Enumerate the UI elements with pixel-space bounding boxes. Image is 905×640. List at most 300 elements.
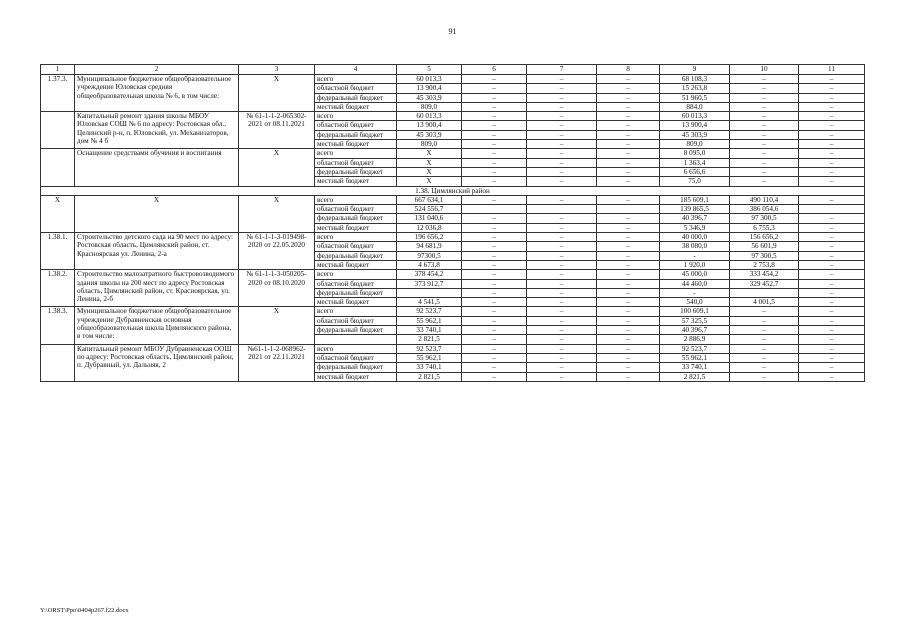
value-cell: – bbox=[527, 298, 597, 307]
value-cell: 33 740,1 bbox=[660, 363, 730, 372]
table-row bbox=[41, 307, 865, 316]
item-number bbox=[41, 344, 75, 381]
column-header: 8 bbox=[597, 65, 660, 75]
value-cell: – bbox=[597, 214, 660, 223]
value-cell: – bbox=[527, 121, 597, 130]
value-cell: – bbox=[799, 279, 865, 288]
value-cell: 13 900,4 bbox=[397, 84, 462, 93]
value-cell: – bbox=[527, 316, 597, 325]
value-cell: – bbox=[462, 102, 527, 111]
value-cell: – bbox=[462, 279, 527, 288]
value-cell: – bbox=[527, 372, 597, 381]
value-cell: – bbox=[799, 158, 865, 167]
value-cell: 809,0 bbox=[660, 140, 730, 149]
value-cell: – bbox=[462, 270, 527, 279]
budget-source: областной бюджет bbox=[315, 242, 397, 251]
value-cell: 51 960,5 bbox=[660, 93, 730, 102]
column-header: 5 bbox=[397, 65, 462, 75]
value-cell: X bbox=[397, 177, 462, 186]
value-cell: – bbox=[527, 279, 597, 288]
value-cell: – bbox=[799, 149, 865, 158]
value-cell: – bbox=[527, 140, 597, 149]
value-cell: 92 523,7 bbox=[397, 307, 462, 316]
value-cell: – bbox=[799, 214, 865, 223]
value-cell bbox=[597, 205, 660, 214]
value-cell: – bbox=[799, 344, 865, 353]
value-cell: – bbox=[799, 326, 865, 335]
value-cell: 333 454,2 bbox=[730, 270, 799, 279]
value-cell: – bbox=[462, 149, 527, 158]
value-cell: – bbox=[597, 102, 660, 111]
budget-source: местный бюджет bbox=[315, 140, 397, 149]
value-cell: – bbox=[462, 112, 527, 121]
budget-source: всего bbox=[315, 75, 397, 84]
value-cell: – bbox=[597, 363, 660, 372]
column-header: 6 bbox=[462, 65, 527, 75]
value-cell: – bbox=[527, 112, 597, 121]
value-cell: – bbox=[527, 363, 597, 372]
value-cell: 884,0 bbox=[660, 102, 730, 111]
value-cell: – bbox=[799, 307, 865, 316]
value-cell: – bbox=[527, 84, 597, 93]
value-cell: – bbox=[462, 158, 527, 167]
value-cell: – bbox=[462, 353, 527, 362]
item-name: Строительство детского сада на 90 мест по адресу: Ростовская область, Цимлянский район, ст. Красноярская ул. Ленина, 2-а bbox=[75, 233, 239, 270]
section-row bbox=[41, 186, 865, 195]
value-cell: – bbox=[799, 260, 865, 269]
value-cell: – bbox=[527, 130, 597, 139]
value-cell: – bbox=[527, 195, 597, 204]
value-cell: – bbox=[527, 93, 597, 102]
value-cell: – bbox=[730, 167, 799, 176]
value-cell: – bbox=[799, 251, 865, 260]
value-cell: 44 460,0 bbox=[660, 279, 730, 288]
value-cell: – bbox=[597, 112, 660, 121]
value-cell: 60 013,3 bbox=[397, 112, 462, 121]
value-cell: – bbox=[730, 344, 799, 353]
value-cell: 40 396,7 bbox=[660, 326, 730, 335]
value-cell: – bbox=[527, 242, 597, 251]
value-cell: 97 300,5 bbox=[730, 214, 799, 223]
item-document: № 61-1-1-2-065302-2021 от 08.11.2021 bbox=[239, 112, 315, 149]
value-cell: – bbox=[527, 214, 597, 223]
value-cell: 57 325,5 bbox=[660, 316, 730, 325]
section-title: 1.38. Цимлянский район bbox=[41, 186, 865, 195]
item-number: 1.38.1. bbox=[41, 233, 75, 270]
budget-source: федеральный бюджет bbox=[315, 167, 397, 176]
value-cell: – bbox=[597, 335, 660, 344]
value-cell: 100 609,1 bbox=[660, 307, 730, 316]
item-name: Муниципальное бюджетное общеобразовательное учреждение Дубравненская основная общеобразовательная школа Цимлянского района, в том числе: bbox=[75, 307, 239, 344]
value-cell: – bbox=[730, 149, 799, 158]
value-cell: – bbox=[597, 121, 660, 130]
budget-source: областной бюджет bbox=[315, 84, 397, 93]
value-cell: 8 095,0 bbox=[660, 149, 730, 158]
value-cell: 97300,5 bbox=[397, 251, 462, 260]
value-cell: – bbox=[597, 177, 660, 186]
value-cell: – bbox=[730, 75, 799, 84]
column-header: 10 bbox=[730, 65, 799, 75]
value-cell: – bbox=[730, 130, 799, 139]
value-cell: – bbox=[730, 177, 799, 186]
item-name: Капитальный ремонт здания школы МБОУ Юловская СОШ № 6 по адресу: Ростовская обл., Целинский р-н, п. Юловский, ул. Механизаторов, дом № 4 б bbox=[75, 112, 239, 149]
value-cell: – bbox=[799, 84, 865, 93]
value-cell: 75,0 bbox=[660, 177, 730, 186]
value-cell: – bbox=[730, 84, 799, 93]
value-cell: – bbox=[527, 260, 597, 269]
value-cell: 15 263,8 bbox=[660, 84, 730, 93]
value-cell: – bbox=[799, 140, 865, 149]
item-document: №61-1-1-2-068962-2021 от 22.11.2021 bbox=[239, 344, 315, 381]
value-cell: 97 300,5 bbox=[730, 251, 799, 260]
value-cell: 40 396,7 bbox=[660, 214, 730, 223]
value-cell: 2 821,5 bbox=[660, 372, 730, 381]
value-cell: 45 000,0 bbox=[660, 270, 730, 279]
item-document: X bbox=[239, 195, 315, 232]
budget-source: местный бюджет bbox=[315, 223, 397, 232]
value-cell: 378 454,2 bbox=[397, 270, 462, 279]
value-cell: – bbox=[730, 372, 799, 381]
item-document: X bbox=[239, 307, 315, 344]
value-cell: 2 821,5 bbox=[397, 372, 462, 381]
value-cell: – bbox=[462, 195, 527, 204]
value-cell: – bbox=[597, 195, 660, 204]
value-cell: – bbox=[527, 223, 597, 232]
value-cell bbox=[799, 205, 865, 214]
budget-source: всего bbox=[315, 195, 397, 204]
value-cell: – bbox=[462, 307, 527, 316]
value-cell: – bbox=[730, 140, 799, 149]
budget-source: местный бюджет bbox=[315, 260, 397, 269]
budget-source: федеральный бюджет bbox=[315, 288, 397, 297]
table-row bbox=[41, 195, 865, 204]
column-header: 2 bbox=[75, 65, 239, 75]
value-cell: – bbox=[527, 326, 597, 335]
value-cell: – bbox=[730, 121, 799, 130]
value-cell: 2 821,5 bbox=[397, 335, 462, 344]
item-number: 1.38.2. bbox=[41, 270, 75, 307]
value-cell: – bbox=[462, 260, 527, 269]
value-cell: – bbox=[462, 177, 527, 186]
budget-source: местный бюджет bbox=[315, 102, 397, 111]
value-cell: 13 900,4 bbox=[397, 121, 462, 130]
value-cell: – bbox=[597, 158, 660, 167]
value-cell: X bbox=[397, 158, 462, 167]
budget-source: всего bbox=[315, 233, 397, 242]
budget-source: местный бюджет bbox=[315, 372, 397, 381]
value-cell: – bbox=[799, 270, 865, 279]
budget-source: областной бюджет bbox=[315, 158, 397, 167]
budget-source bbox=[315, 335, 397, 344]
budget-source: всего bbox=[315, 307, 397, 316]
value-cell: – bbox=[597, 223, 660, 232]
value-cell: – bbox=[597, 279, 660, 288]
value-cell: 55 962,1 bbox=[397, 316, 462, 325]
value-cell: – bbox=[597, 140, 660, 149]
table-row bbox=[41, 270, 865, 279]
value-cell: 809,0 bbox=[397, 102, 462, 111]
value-cell: – bbox=[597, 288, 660, 297]
value-cell: – bbox=[730, 335, 799, 344]
value-cell: 92 523,7 bbox=[397, 344, 462, 353]
value-cell: – bbox=[527, 167, 597, 176]
value-cell: 55 962,1 bbox=[660, 353, 730, 362]
value-cell: 45 303,9 bbox=[397, 130, 462, 139]
value-cell: 4 001,5 bbox=[730, 298, 799, 307]
value-cell: – bbox=[462, 223, 527, 232]
value-cell: 2 753,8 bbox=[730, 260, 799, 269]
budget-source: федеральный бюджет bbox=[315, 251, 397, 260]
value-cell: 60 013,3 bbox=[660, 112, 730, 121]
value-cell: - bbox=[660, 251, 730, 260]
value-cell: – bbox=[799, 335, 865, 344]
value-cell: – bbox=[527, 233, 597, 242]
value-cell: – bbox=[730, 158, 799, 167]
value-cell: – bbox=[597, 307, 660, 316]
value-cell: – bbox=[597, 242, 660, 251]
value-cell: – bbox=[462, 372, 527, 381]
value-cell: – bbox=[597, 316, 660, 325]
value-cell: – bbox=[799, 93, 865, 102]
value-cell: – bbox=[462, 363, 527, 372]
budget-source: всего bbox=[315, 270, 397, 279]
budget-table bbox=[40, 64, 865, 382]
value-cell: – bbox=[462, 121, 527, 130]
value-cell: – bbox=[730, 102, 799, 111]
value-cell: 68 108,3 bbox=[660, 75, 730, 84]
value-cell: 94 681,9 bbox=[397, 242, 462, 251]
value-cell: – bbox=[799, 130, 865, 139]
value-cell: – bbox=[462, 344, 527, 353]
column-header: 3 bbox=[239, 65, 315, 75]
column-header: 4 bbox=[315, 65, 397, 75]
value-cell: 13 900,4 bbox=[660, 121, 730, 130]
table-row bbox=[41, 112, 865, 121]
value-cell: – bbox=[597, 149, 660, 158]
budget-source: областной бюджет bbox=[315, 121, 397, 130]
value-cell: – bbox=[462, 316, 527, 325]
value-cell: – bbox=[597, 260, 660, 269]
value-cell: 38 080,0 bbox=[660, 242, 730, 251]
value-cell: – bbox=[462, 335, 527, 344]
value-cell: – bbox=[462, 75, 527, 84]
value-cell: – bbox=[527, 270, 597, 279]
value-cell: 524 556,7 bbox=[397, 205, 462, 214]
value-cell: – bbox=[527, 251, 597, 260]
value-cell: 45 303,9 bbox=[397, 93, 462, 102]
value-cell: 1 920,0 bbox=[660, 260, 730, 269]
value-cell: – bbox=[527, 344, 597, 353]
item-number bbox=[41, 149, 75, 186]
value-cell: – bbox=[462, 288, 527, 297]
item-number bbox=[41, 112, 75, 149]
value-cell: 5 346,9 bbox=[660, 223, 730, 232]
value-cell: – bbox=[597, 326, 660, 335]
item-number: 1.38.3. bbox=[41, 307, 75, 344]
budget-source: всего bbox=[315, 112, 397, 121]
budget-source: федеральный бюджет bbox=[315, 93, 397, 102]
table-row bbox=[41, 233, 865, 242]
value-cell: 185 609,1 bbox=[660, 195, 730, 204]
value-cell bbox=[730, 288, 799, 297]
value-cell: 4 673,8 bbox=[397, 260, 462, 269]
value-cell: – bbox=[527, 288, 597, 297]
table-row bbox=[41, 75, 865, 84]
value-cell: – bbox=[597, 298, 660, 307]
value-cell: – bbox=[799, 223, 865, 232]
value-cell: – bbox=[462, 251, 527, 260]
budget-source: местный бюджет bbox=[315, 298, 397, 307]
value-cell: 12 036,8 bbox=[397, 223, 462, 232]
value-cell: 139 865,5 bbox=[660, 205, 730, 214]
value-cell: – bbox=[462, 233, 527, 242]
value-cell: 92 523,7 bbox=[660, 344, 730, 353]
value-cell: – bbox=[527, 75, 597, 84]
value-cell: 2 886,9 bbox=[660, 335, 730, 344]
value-cell: – bbox=[527, 149, 597, 158]
value-cell: 55 962,1 bbox=[397, 353, 462, 362]
value-cell: – bbox=[527, 177, 597, 186]
table-row bbox=[41, 344, 865, 353]
item-name: Строительство малозатратного быстровозводимого здания школы на 200 мест по адресу Ростовская область, Цимлянский район, ст. Красноярская, ул. Ленина, 2-б bbox=[75, 270, 239, 307]
value-cell: – bbox=[597, 353, 660, 362]
item-number: 1.37.3. bbox=[41, 75, 75, 112]
value-cell: – bbox=[799, 242, 865, 251]
value-cell: – bbox=[462, 298, 527, 307]
value-cell: – bbox=[597, 251, 660, 260]
value-cell: – bbox=[799, 316, 865, 325]
column-header: 11 bbox=[799, 65, 865, 75]
header-row bbox=[41, 65, 865, 75]
value-cell: 131 040,6 bbox=[397, 214, 462, 223]
column-header: 9 bbox=[660, 65, 730, 75]
item-name: Муниципальное бюджетное общеобразовательное учреждение Юловская средняя общеобразовательная школа № 6, в том числе: bbox=[75, 75, 239, 112]
value-cell: – bbox=[597, 75, 660, 84]
budget-source: областной бюджет bbox=[315, 353, 397, 362]
column-header: 7 bbox=[527, 65, 597, 75]
value-cell: – bbox=[527, 353, 597, 362]
value-cell: – bbox=[730, 326, 799, 335]
value-cell: – bbox=[462, 167, 527, 176]
value-cell: 386 054,6 bbox=[730, 205, 799, 214]
value-cell: – bbox=[597, 84, 660, 93]
value-cell: – bbox=[799, 363, 865, 372]
value-cell: – bbox=[730, 353, 799, 362]
value-cell: – bbox=[462, 93, 527, 102]
value-cell: – bbox=[527, 158, 597, 167]
value-cell: – bbox=[799, 195, 865, 204]
item-number: X bbox=[41, 195, 75, 232]
budget-source: федеральный бюджет bbox=[315, 214, 397, 223]
value-cell: – bbox=[799, 233, 865, 242]
value-cell: 540,0 bbox=[660, 298, 730, 307]
value-cell: – bbox=[527, 335, 597, 344]
value-cell: 33 740,1 bbox=[397, 326, 462, 335]
item-name: Капитальный ремонт МБОУ Дубравненская ООШ по адресу: Ростовская область, Цимлянский район, п. Дубравный, ул. Дальняя, 2 bbox=[75, 344, 239, 381]
value-cell: – bbox=[799, 121, 865, 130]
value-cell: X bbox=[397, 149, 462, 158]
budget-source: областной бюджет bbox=[315, 316, 397, 325]
value-cell: 45 303,9 bbox=[660, 130, 730, 139]
value-cell bbox=[527, 205, 597, 214]
value-cell: X bbox=[397, 167, 462, 176]
value-cell: 667 634,1 bbox=[397, 195, 462, 204]
budget-source: федеральный бюджет bbox=[315, 363, 397, 372]
value-cell bbox=[397, 288, 462, 297]
value-cell bbox=[462, 205, 527, 214]
value-cell: 809,0 bbox=[397, 140, 462, 149]
value-cell: – bbox=[730, 93, 799, 102]
column-header: 1 bbox=[41, 65, 75, 75]
value-cell: – bbox=[799, 112, 865, 121]
value-cell: – bbox=[527, 102, 597, 111]
value-cell: – bbox=[597, 130, 660, 139]
value-cell: – bbox=[462, 130, 527, 139]
value-cell: – bbox=[597, 270, 660, 279]
value-cell: – bbox=[462, 214, 527, 223]
value-cell: – bbox=[730, 363, 799, 372]
item-document: X bbox=[239, 149, 315, 186]
item-document: X bbox=[239, 75, 315, 112]
item-document: № 61-1-1-3-050205-2020 от 08.10.2020 bbox=[239, 270, 315, 307]
value-cell: 60 013,3 bbox=[397, 75, 462, 84]
budget-source: областной бюджет bbox=[315, 205, 397, 214]
value-cell: – bbox=[799, 75, 865, 84]
value-cell: 156 656,2 bbox=[730, 233, 799, 242]
budget-source: местный бюджет bbox=[315, 177, 397, 186]
item-document: № 61-1-1-3-019498-2020 от 22.05.2020 bbox=[239, 233, 315, 270]
value-cell: 329 452,7 bbox=[730, 279, 799, 288]
value-cell: 6 755,3 bbox=[730, 223, 799, 232]
value-cell: – bbox=[597, 344, 660, 353]
value-cell: – bbox=[597, 372, 660, 381]
value-cell: 4 541,5 bbox=[397, 298, 462, 307]
value-cell: – bbox=[730, 307, 799, 316]
budget-source: всего bbox=[315, 149, 397, 158]
value-cell: 490 110,4 bbox=[730, 195, 799, 204]
value-cell: – bbox=[799, 298, 865, 307]
value-cell: – bbox=[799, 288, 865, 297]
value-cell: – bbox=[799, 167, 865, 176]
value-cell: – bbox=[597, 167, 660, 176]
value-cell: 56 601,9 bbox=[730, 242, 799, 251]
table-row bbox=[41, 149, 865, 158]
value-cell: 196 656,2 bbox=[397, 233, 462, 242]
value-cell: 33 740,1 bbox=[397, 363, 462, 372]
item-name: Оснащение средствами обучения и воспитания bbox=[75, 149, 239, 186]
page-number: 91 bbox=[448, 27, 457, 36]
item-name: X bbox=[75, 195, 239, 232]
value-cell: – bbox=[462, 140, 527, 149]
value-cell: – bbox=[730, 112, 799, 121]
value-cell: – bbox=[799, 353, 865, 362]
value-cell: 40 000,0 bbox=[660, 233, 730, 242]
value-cell: 1 363,4 bbox=[660, 158, 730, 167]
value-cell: - bbox=[660, 288, 730, 297]
value-cell: – bbox=[799, 372, 865, 381]
value-cell: 373 912,7 bbox=[397, 279, 462, 288]
value-cell: – bbox=[462, 242, 527, 251]
value-cell: – bbox=[527, 307, 597, 316]
value-cell: – bbox=[597, 93, 660, 102]
value-cell: – bbox=[462, 326, 527, 335]
value-cell: – bbox=[462, 84, 527, 93]
budget-source: всего bbox=[315, 344, 397, 353]
value-cell: 6 656,6 bbox=[660, 167, 730, 176]
budget-source: федеральный бюджет bbox=[315, 326, 397, 335]
value-cell: – bbox=[799, 177, 865, 186]
file-path-footer: Y:\ORST\Ppo\0404p267.f22.docx bbox=[40, 607, 129, 614]
